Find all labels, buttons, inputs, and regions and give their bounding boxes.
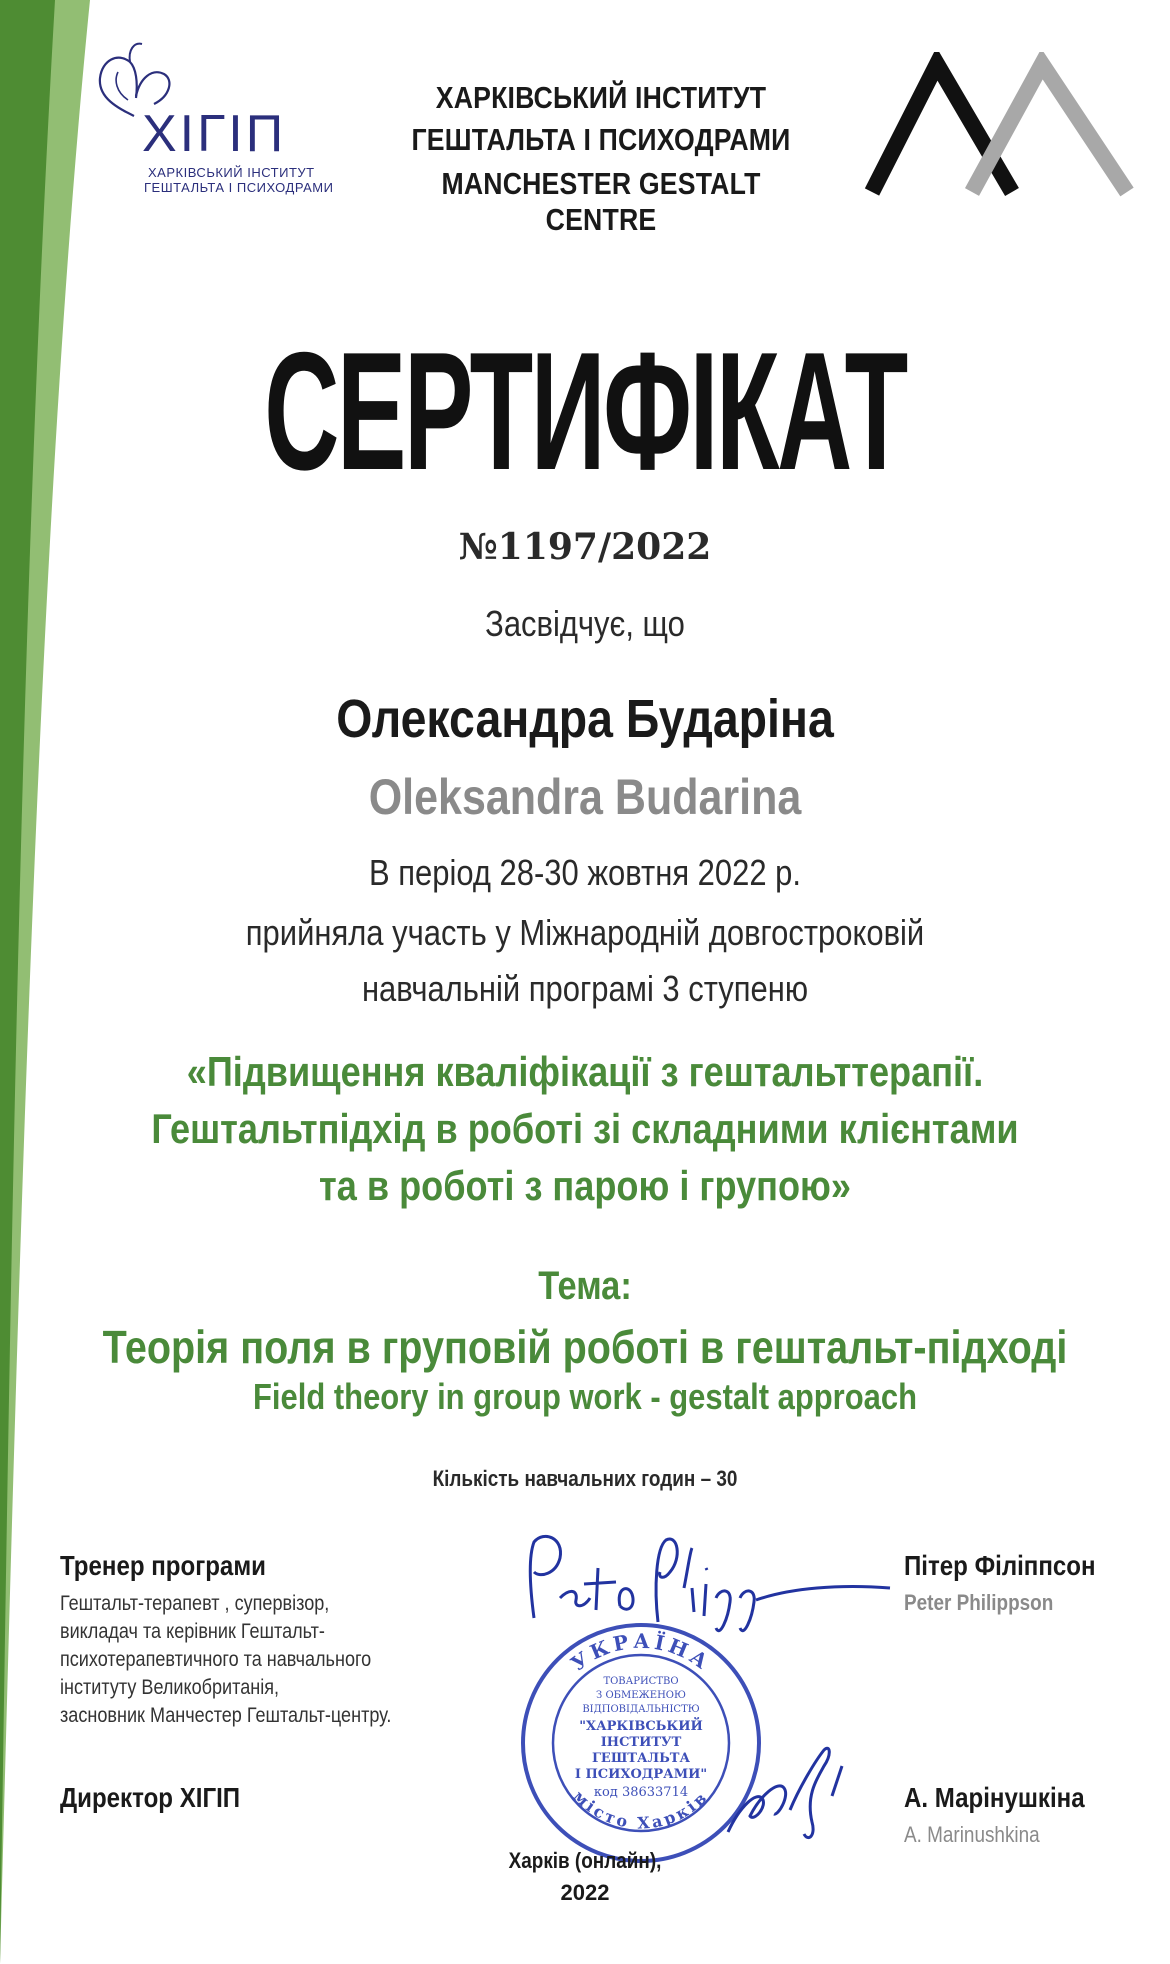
stamp-text-line: ІНСТИТУТ bbox=[600, 1735, 682, 1750]
topic-title-en: Field theory in group work - gestalt approach bbox=[252, 1376, 918, 1417]
recipient-name-en: Oleksandra Budarina bbox=[368, 769, 802, 825]
higip-logo-text: ХІГІП bbox=[142, 105, 287, 163]
director-label: Директор ХІГІП bbox=[60, 1782, 241, 1813]
trainer-description-line: психотерапевтичного та навчального bbox=[60, 1648, 372, 1671]
program-title-line-2: Гештальтпідхід в роботі зі складними клієнтами bbox=[151, 1105, 1019, 1152]
trainer-name-en: Peter Philippson bbox=[904, 1590, 1054, 1615]
stamp-bottom-text: місто Харків bbox=[569, 1786, 713, 1833]
certifies-text: Засвідчує, що bbox=[485, 603, 685, 644]
issue-place: Харків (онлайн), bbox=[508, 1848, 662, 1873]
trainer-label: Тренер програми bbox=[60, 1550, 266, 1581]
stamp-text-line: ГЕШТАЛЬТА bbox=[591, 1751, 691, 1766]
topic-label: Тема: bbox=[538, 1264, 632, 1308]
stamp-text-line: ТОВАРИСТВО bbox=[603, 1676, 679, 1687]
trainer-description-line: викладач та керівник Гештальт- bbox=[60, 1620, 325, 1643]
stamp-text-line: І ПСИХОДРАМИ" bbox=[574, 1767, 708, 1782]
trainer-description-line: Гештальт-терапевт , супервізор, bbox=[60, 1592, 330, 1615]
issue-year: 2022 bbox=[560, 1880, 610, 1905]
institute-name-line-2: ГЕШТАЛЬТА І ПСИХОДРАМИ bbox=[411, 122, 791, 157]
higip-logo-subtitle-2: ГЕШТАЛЬТА І ПСИХОДРАМИ bbox=[144, 180, 334, 195]
manchester-gestalt-centre-logo-icon bbox=[862, 52, 1142, 202]
stamp-text-line: З ОБМЕЖЕНОЮ bbox=[596, 1690, 686, 1701]
certificate-title: СЕРТИФІКАТ bbox=[264, 317, 906, 505]
participation-text-line-2: навчальній програмі 3 ступеню bbox=[361, 968, 809, 1009]
stamp-code: код 38633714 bbox=[593, 1785, 689, 1800]
period-text: В період 28-30 жовтня 2022 р. bbox=[369, 852, 801, 893]
director-handwritten-signature bbox=[720, 1736, 870, 1846]
program-title-line-1: «Підвищення кваліфікації з гештальттерапії. bbox=[186, 1048, 984, 1095]
trainer-name-ua: Пітер Філіппсон bbox=[904, 1550, 1096, 1581]
stamp-text-line: ВІДПОВІДАЛЬНІСТЮ bbox=[582, 1704, 700, 1715]
participation-text-line-1: прийняла участь у Міжнародній довгостроковій bbox=[245, 912, 925, 953]
program-title-line-3: та в роботі з парою і групою» bbox=[319, 1162, 851, 1209]
institute-name-line-3: MANCHESTER GESTALT CENTRE bbox=[441, 166, 761, 237]
trainer-description-line: інституту Великобританія, bbox=[60, 1676, 280, 1699]
director-name-en: A. Marinushkina bbox=[904, 1822, 1040, 1847]
stamp-text-line: "ХАРКІВСЬКИЙ bbox=[579, 1719, 703, 1734]
topic-title-ua: Теорія поля в груповій роботі в гештальт-підході bbox=[102, 1321, 1068, 1373]
institute-name-line-1: ХАРКІВСЬКИЙ ІНСТИТУТ bbox=[435, 80, 767, 115]
study-hours: Кількість навчальних годин – 30 bbox=[432, 1466, 738, 1491]
recipient-name-ua: Олександра Бударіна bbox=[336, 689, 834, 749]
certificate-number: №1197/2022 bbox=[458, 526, 712, 568]
higip-logo-subtitle-1: ХАРКІВСЬКИЙ ІНСТИТУТ bbox=[148, 165, 315, 180]
trainer-description-line: засновник Манчестер Гештальт-центру. bbox=[60, 1704, 392, 1727]
director-name-ua: А. Марінушкіна bbox=[904, 1782, 1085, 1813]
stamp-top-text: УКРАЇНА bbox=[566, 1628, 716, 1676]
